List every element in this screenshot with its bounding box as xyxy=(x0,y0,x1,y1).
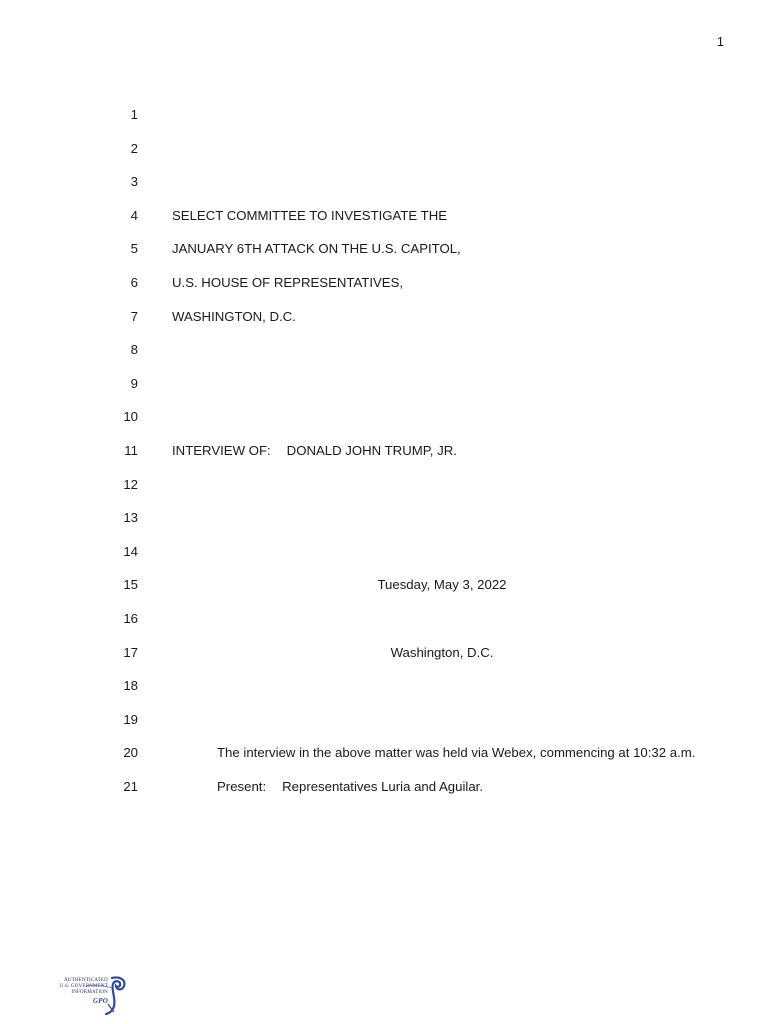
line-10 xyxy=(0,408,768,442)
line-number: 14 xyxy=(123,543,138,559)
logo-line: INFORMATION xyxy=(71,990,108,995)
line-number: 17 xyxy=(123,644,138,660)
line-18 xyxy=(0,677,768,711)
line-12 xyxy=(0,476,768,510)
line-number: 2 xyxy=(130,140,138,156)
line-6 xyxy=(0,274,768,308)
committee-title-line: SELECT COMMITTEE TO INVESTIGATE THE xyxy=(172,207,448,223)
line-21 xyxy=(0,778,768,812)
line-7 xyxy=(0,308,768,342)
line-5 xyxy=(0,240,768,274)
line-number: 9 xyxy=(130,375,138,391)
line-8 xyxy=(0,341,768,375)
line-number: 5 xyxy=(130,241,138,257)
interview-line xyxy=(172,442,457,460)
line-15 xyxy=(0,576,768,610)
interviewee-name: DONALD JOHN TRUMP, JR. xyxy=(286,442,457,458)
interview-location: Washington, D.C. xyxy=(390,644,494,660)
present-line xyxy=(217,778,483,796)
present-label: Present: xyxy=(217,778,267,794)
line-number: 16 xyxy=(123,610,138,626)
line-13 xyxy=(0,509,768,543)
line-number: 1 xyxy=(130,107,138,122)
line-number: 7 xyxy=(130,308,138,324)
line-number: 11 xyxy=(124,442,138,458)
page-number: 1 xyxy=(716,34,724,49)
line-number: 15 xyxy=(123,577,138,593)
line-19 xyxy=(0,711,768,745)
interview-label: INTERVIEW OF: xyxy=(172,442,271,458)
line-number: 21 xyxy=(123,778,138,794)
committee-title-line: WASHINGTON, D.C. xyxy=(172,308,296,324)
gpo-authenticated-logo xyxy=(46,974,130,1016)
line-number: 4 xyxy=(130,207,138,223)
line-1 xyxy=(0,106,768,140)
line-number: 6 xyxy=(130,274,138,290)
committee-title-line: U.S. HOUSE OF REPRESENTATIVES, xyxy=(172,274,404,290)
committee-title-line: JANUARY 6TH ATTACK ON THE U.S. CAPITOL, xyxy=(172,241,461,257)
line-number: 20 xyxy=(123,745,138,761)
transcript-lines xyxy=(0,106,768,811)
line-11 xyxy=(0,442,768,476)
line-20 xyxy=(0,744,768,778)
line-4 xyxy=(0,207,768,241)
logo-line: U.S. GOVERNMENT xyxy=(59,984,108,989)
line-number: 10 xyxy=(123,409,138,425)
line-number: 8 xyxy=(130,342,138,358)
line-14 xyxy=(0,543,768,577)
eagle-icon xyxy=(46,974,130,1016)
logo-line: AUTHENTICATED xyxy=(64,978,108,983)
interview-date: Tuesday, May 3, 2022 xyxy=(377,577,507,593)
line-17 xyxy=(0,644,768,678)
line-number: 18 xyxy=(123,678,138,694)
line-16 xyxy=(0,610,768,644)
line-number: 13 xyxy=(123,510,138,526)
line-number: 3 xyxy=(130,174,138,190)
line-number: 12 xyxy=(123,476,138,492)
line-number: 19 xyxy=(123,711,138,727)
logo-gpo: GPO xyxy=(93,997,108,1005)
proceedings-statement: The interview in the above matter was held via Webex, commencing at 10:32 a.m. xyxy=(217,745,696,761)
line-9 xyxy=(0,375,768,409)
present-names: Representatives Luria and Aguilar. xyxy=(282,778,483,794)
line-3 xyxy=(0,173,768,207)
line-2 xyxy=(0,140,768,174)
